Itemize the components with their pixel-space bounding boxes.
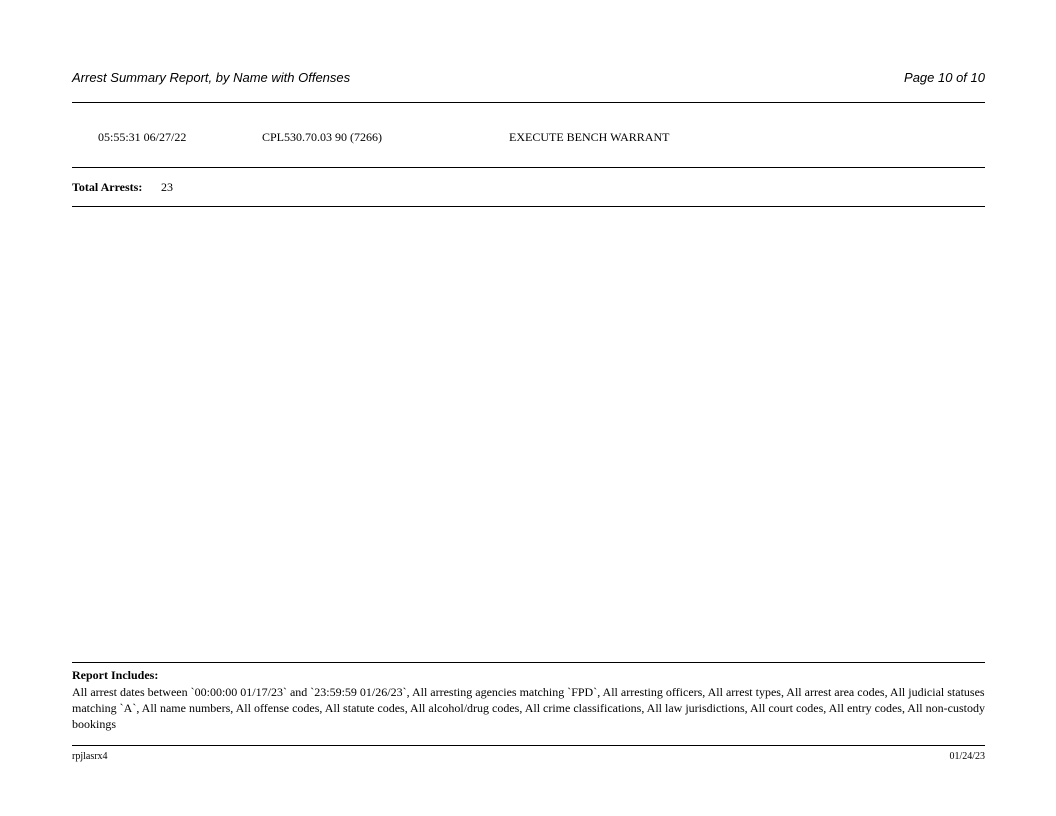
page-number: Page 10 of 10 [904,70,985,85]
report-includes-text: All arrest dates between `00:00:00 01/17/23` and `23:59:59 01/26/23`, All arresting agencies matching `FPD`, All arresting officers, All arrest types, All arrest area codes, All judicial statuses matching `A`, All name numbers, All offense codes, All statute codes, All alcohol/drug codes, All crime classifications, All law jurisdictions, All court codes, All entry codes, All non-custody bookings [72,685,985,731]
offense-statute: CPL530.70.03 90 (7266) [262,130,382,144]
total-arrests-value: 23 [161,180,173,194]
offense-divider [72,167,985,168]
report-includes-heading: Report Includes: [72,668,159,682]
offense-datetime: 05:55:31 06/27/22 [98,130,187,144]
report-date: 01/24/23 [949,751,985,762]
totals-divider [72,206,985,207]
footer-divider [72,745,985,746]
report-id: rpjlasrx4 [72,751,108,762]
total-arrests-label: Total Arrests: [72,180,143,194]
includes-divider [72,662,985,663]
report-title: Arrest Summary Report, by Name with Offenses [72,70,351,85]
offense-description: EXECUTE BENCH WARRANT [509,130,670,144]
header-divider [72,102,985,103]
